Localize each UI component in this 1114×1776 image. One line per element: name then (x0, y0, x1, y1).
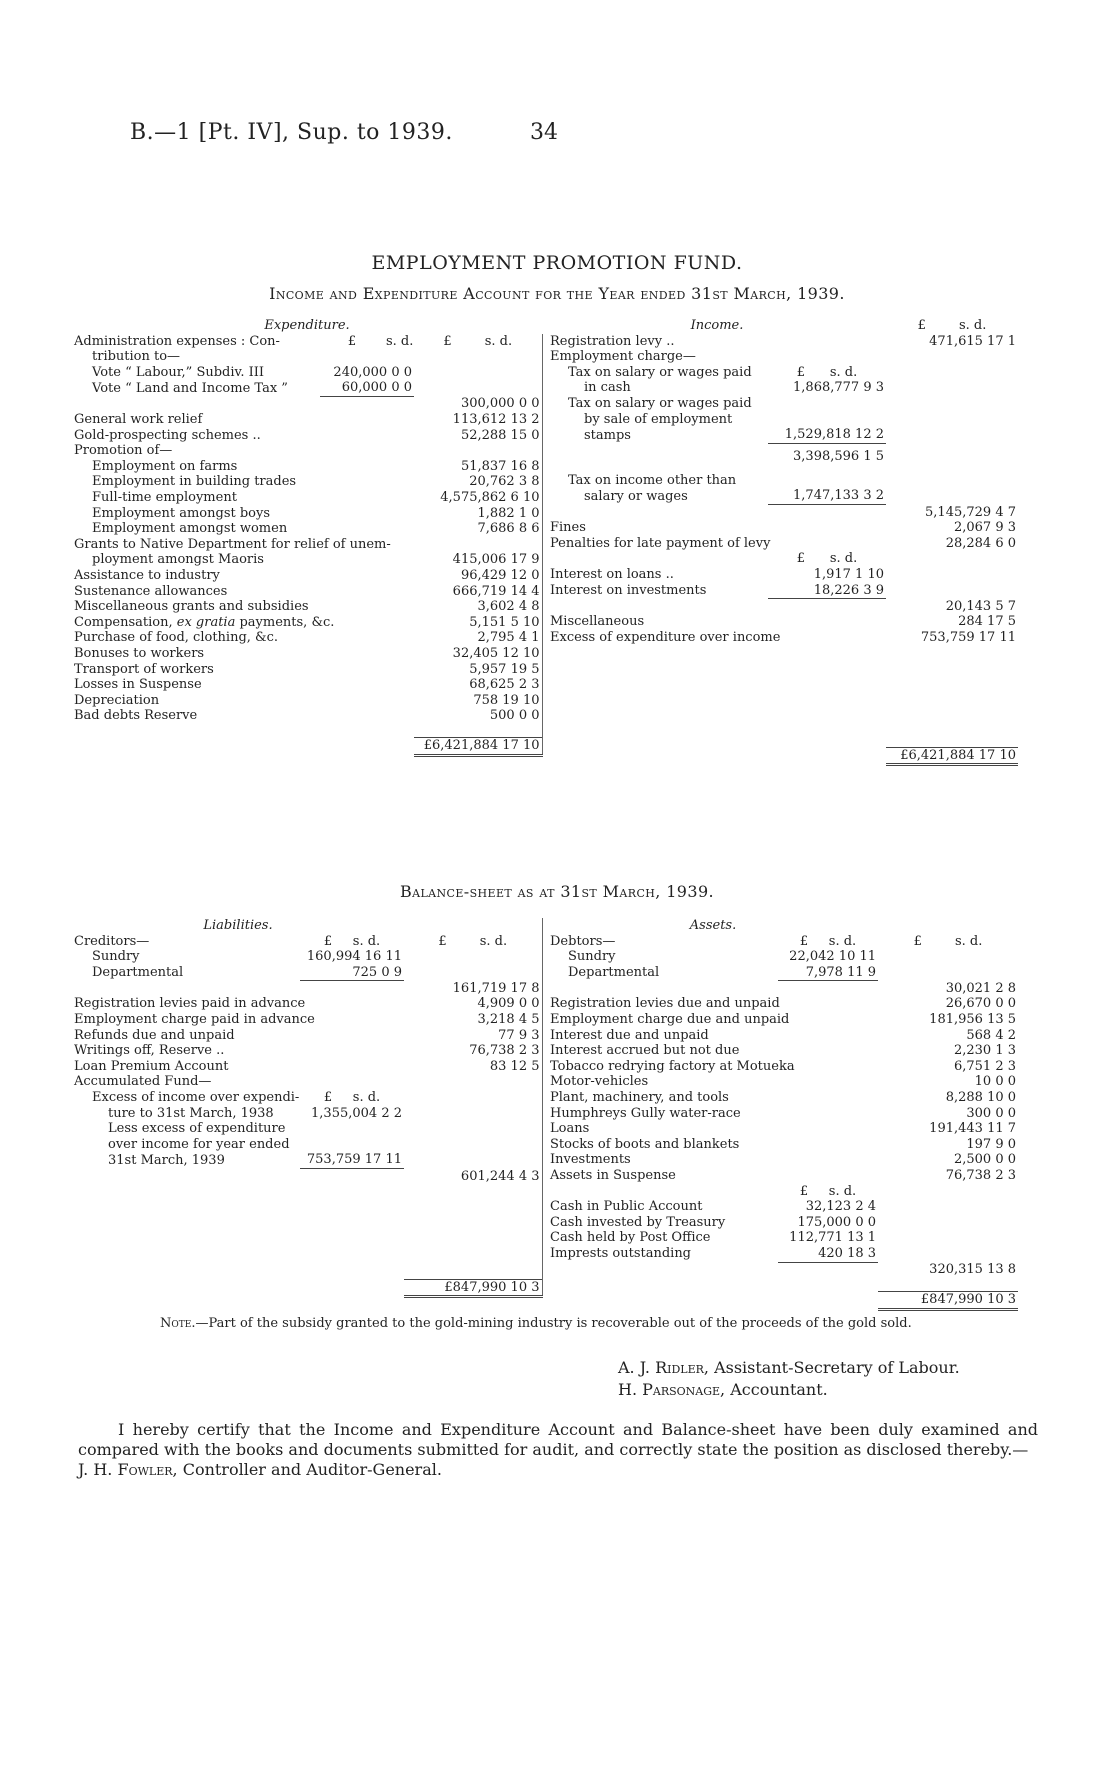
salary-stamps-label-3: stamps (584, 427, 631, 443)
creditors-total: 161,719 17 8 (404, 981, 542, 997)
liabilities-total: £847,990 10 3 (404, 1279, 542, 1297)
compensation: 5,151 5 10 (414, 615, 542, 631)
income-total: £6,421,884 17 10 (886, 747, 1018, 765)
liab-reg-levies: 4,909 0 0 (404, 996, 542, 1012)
cash-post-label: Cash held by Post Office (550, 1230, 711, 1246)
vote-land-label: Vote “ Land and Income Tax ” (92, 380, 288, 396)
sustenance: 666,719 14 4 (414, 584, 542, 600)
assets-total: £847,990 10 3 (878, 1292, 1018, 1310)
refunds-label: Refunds due and unpaid (74, 1027, 235, 1043)
writings-off: 76,738 2 3 (404, 1043, 542, 1059)
interest-col-head (768, 551, 886, 567)
asset-reg-levies: 26,670 0 0 (945, 996, 1017, 1012)
liab-col-sd: s. d. (352, 933, 381, 949)
liab-col-pound: £ (323, 933, 333, 949)
certificate-signer-title: Controller and Auditor-General. (177, 1460, 442, 1479)
creditors-label: Creditors— (74, 933, 150, 949)
interest-col-sd: s. d. (829, 551, 858, 567)
assets-col-pound: £ (799, 933, 809, 949)
other-income-label: Tax on income other than (568, 472, 737, 488)
sig1-name: A. J. Ridler, (618, 1358, 709, 1377)
cash-post: 112,771 13 1 (789, 1230, 877, 1246)
loans: 191,443 11 7 (929, 1121, 1017, 1137)
interest-total: 20,143 5 7 (945, 598, 1016, 614)
vote-land-amount: 60,000 0 0 (341, 380, 412, 396)
tobacco: 6,751 2 3 (953, 1058, 1017, 1074)
less-excess-label-3: 31st March, 1939 (108, 1152, 225, 1168)
sig1-title: Assistant-Secretary of Labour. (708, 1358, 960, 1377)
fund-title: EMPLOYMENT PROMOTION FUND. (371, 252, 743, 274)
col-pound: £ (347, 333, 357, 349)
col-pound-2: £ (443, 333, 452, 349)
accum-col-pound: £ (323, 1090, 333, 1106)
asset-departmental-label: Departmental (568, 965, 660, 981)
bonuses: 32,405 12 10 (414, 646, 542, 662)
imprests-label: Imprests outstanding (550, 1246, 692, 1262)
income-col-head (886, 318, 1018, 334)
misc-grants-label: Miscellaneous grants and subsidies (74, 599, 309, 615)
cash-total: 320,315 13 8 (929, 1262, 1017, 1278)
farms-label: Employment on farms (92, 458, 238, 474)
boys: 1,882 1 0 (414, 506, 542, 522)
industry: 96,429 12 0 (414, 568, 542, 584)
suspense-label: Assets in Suspense (550, 1168, 676, 1183)
compensation-label-b: payments, &c. (235, 614, 335, 630)
women-label: Employment amongst women (92, 521, 288, 537)
investments-interest-label: Interest on investments (550, 583, 707, 598)
salary-cash: 1,868,777 9 3 (793, 380, 884, 396)
excess: 753,759 17 11 (920, 629, 1016, 645)
native-label: Grants to Native Department for relief of unem- (74, 536, 391, 552)
income-col-pound: £ (917, 318, 926, 333)
liab-emp-charge-label: Employment charge paid in advance (74, 1012, 315, 1028)
gold-prospecting-label: Gold-prospecting schemes .. (74, 427, 261, 443)
interest-accrued: 2,230 1 3 (953, 1043, 1017, 1059)
salary-subtotal: 3,398,596 1 5 (793, 449, 884, 465)
interest-accrued-label: Interest accrued but not due (550, 1043, 740, 1059)
admin-label: Administration expenses : Con- (74, 333, 280, 349)
assets-col-sd: s. d. (828, 933, 857, 949)
liabilities-heading: Liabilities. (203, 918, 273, 933)
excess-1938-label-2: ture to 31st March, 1938 (108, 1105, 274, 1121)
asset-departmental: 7,978 11 9 (805, 964, 877, 980)
income-sub-col-pound: £ (796, 364, 806, 380)
interest-due-label: Interest due and unpaid (550, 1027, 709, 1043)
losses: 68,625 2 3 (414, 677, 542, 693)
penalties-label: Penalties for late payment of levy (550, 535, 771, 551)
vote-labour-label: Vote “ Labour,” Subdiv. III (92, 364, 265, 380)
debtors-label: Debtors— (550, 933, 616, 949)
col-pound-sd (414, 334, 542, 350)
liab-sundry: 160,994 16 11 (306, 949, 402, 965)
liab-sundry-label: Sundry (92, 949, 140, 965)
sig2-title: Accountant. (725, 1380, 828, 1399)
general-work-relief: 113,612 13 2 (414, 412, 542, 428)
motor-label: Motor-vehicles (550, 1074, 649, 1090)
accumulated-label: Accumulated Fund— (74, 1074, 212, 1090)
cash-treasury: 175,000 0 0 (797, 1214, 877, 1230)
income-sub-col-head (768, 365, 886, 381)
misc-income-label: Miscellaneous (550, 614, 645, 630)
income-heading: Income. (690, 318, 744, 333)
excess-1938: 1,355,004 2 2 (311, 1105, 402, 1121)
humphreys-label: Humphreys Gully water-race (550, 1105, 741, 1121)
asset-sundry: 22,042 10 11 (789, 949, 877, 965)
salary-cash-label-2: in cash (584, 380, 631, 396)
note-prefix: Note. (160, 1316, 196, 1331)
accum-col-head (300, 1090, 404, 1106)
losses-label: Losses in Suspense (74, 677, 202, 693)
liab-departmental: 725 0 9 (352, 964, 402, 980)
expenditure-table (72, 318, 543, 757)
depreciation: 758 19 10 (414, 693, 542, 709)
liab-reg-levies-label: Registration levies paid in advance (74, 996, 306, 1012)
less-excess-label-2: over income for year ended (108, 1136, 290, 1152)
loan-premium: 83 12 5 (404, 1059, 542, 1075)
interest-due: 568 4 2 (966, 1027, 1017, 1043)
liab-emp-charge: 3,218 4 5 (404, 1012, 542, 1028)
admin-total: 300,000 0 0 (414, 396, 542, 412)
cash-public-label: Cash in Public Account (550, 1199, 703, 1215)
other-income-label-2: salary or wages (584, 488, 688, 504)
native-label-2: ployment amongst Maoris (92, 552, 264, 568)
col-sd-2: s. d. (484, 333, 513, 349)
compensation-label-a: Compensation, (74, 614, 177, 630)
food-label: Purchase of food, clothing, &c. (74, 630, 279, 646)
liab-col-pound-2: £ (438, 933, 447, 949)
document-reference: B.—1 [Pt. IV], Sup. to 1939. (130, 120, 453, 145)
income-table (548, 318, 1018, 766)
cash-col-pound: £ (799, 1183, 809, 1199)
bad-debts-label: Bad debts Reserve (74, 708, 198, 724)
interest-col-pound: £ (796, 551, 806, 567)
penalties: 28,284 6 0 (945, 535, 1016, 551)
compensation-label (72, 614, 335, 631)
boys-label: Employment amongst boys (92, 505, 271, 521)
industry-label: Assistance to industry (74, 568, 220, 583)
expenditure-total: £6,421,884 17 10 (414, 738, 542, 756)
depreciation-label: Depreciation (74, 692, 160, 708)
food: 2,795 4 1 (414, 630, 542, 646)
boots-label: Stocks of boots and blankets (550, 1136, 740, 1152)
sustenance-label: Sustenance allowances (74, 583, 228, 599)
liabilities-table (72, 918, 543, 1298)
imprests: 420 18 3 (818, 1245, 877, 1261)
admin-label-2: tribution to— (92, 349, 181, 365)
accum-col-sd: s. d. (352, 1090, 381, 1106)
assets-col-head (778, 934, 878, 950)
women: 7,686 8 6 (414, 521, 542, 537)
income-sub-col-sd: s. d. (829, 364, 858, 380)
debtors-total: 30,021 2 8 (945, 980, 1017, 996)
transport: 5,957 19 5 (414, 662, 542, 678)
fines-label: Fines (550, 520, 586, 536)
salary-stamps: 1,529,818 12 2 (784, 427, 884, 443)
fines: 2,067 9 3 (953, 520, 1016, 536)
liab-departmental-label: Departmental (92, 965, 184, 981)
vote-labour-amount: 240,000 0 0 (333, 364, 412, 380)
tobacco-label: Tobacco redrying factory at Motueka (550, 1058, 795, 1074)
signature-parsonage (618, 1380, 828, 1399)
less-excess-label: Less excess of expenditure (108, 1121, 286, 1137)
bad-debts: 500 0 0 (414, 708, 542, 724)
note (160, 1316, 912, 1331)
income-expenditure-title: Income and Expenditure Account for the Year ended 31st March, 1939. (269, 284, 845, 303)
misc-grants: 3,602 4 8 (414, 599, 542, 615)
compensation-label-italic: ex gratia (176, 614, 236, 630)
loans-label: Loans (550, 1121, 590, 1137)
cash-treasury-label: Cash invested by Treasury (550, 1214, 726, 1230)
employment-charge-label: Employment charge— (550, 349, 696, 365)
certificate-text: I hereby certify that the Income and Expenditure Account and Balance-sheet have been duly examined and compared with the books and documents submitted for audit, and correctly state the position as disclosed thereby.— (78, 1420, 1038, 1459)
certificate-signer-name: J. H. Fowler, (78, 1460, 178, 1479)
loan-premium-label: Loan Premium Account (74, 1058, 229, 1074)
loans-interest: 1,917 1 10 (813, 566, 884, 582)
investments: 2,500 0 0 (953, 1152, 1017, 1168)
assets-col-sd-2: s. d. (954, 933, 983, 949)
native: 415,006 17 9 (414, 552, 542, 568)
registration-levy: 471,615 17 1 (929, 333, 1016, 349)
liab-col-head (300, 934, 404, 950)
building-label: Employment in building trades (92, 474, 297, 490)
accumulated-total: 601,244 4 3 (404, 1169, 542, 1185)
assets-heading: Assets. (689, 918, 737, 933)
assets-col-pound-2: £ (913, 933, 922, 949)
col-sd: s. d. (386, 333, 414, 349)
asset-emp-charge-label: Employment charge due and unpaid (550, 1012, 790, 1028)
general-work-relief-label: General work relief (74, 412, 203, 428)
cash-public: 32,123 2 4 (805, 1199, 877, 1215)
salary-stamps-label: Tax on salary or wages paid (568, 395, 752, 411)
fulltime-label: Full-time employment (92, 490, 237, 506)
building: 20,762 3 8 (414, 474, 542, 490)
transport-label: Transport of workers (74, 661, 214, 677)
bonuses-label: Bonuses to workers (74, 645, 205, 661)
investments-interest: 18,226 3 9 (813, 582, 884, 598)
cash-col-sd: s. d. (828, 1183, 857, 1199)
other-income: 1,747,133 3 2 (793, 488, 884, 504)
asset-reg-levies-label: Registration levies due and unpaid (550, 996, 780, 1012)
sig2-name: H. Parsonage, (618, 1380, 726, 1399)
investments-label: Investments (550, 1152, 631, 1168)
plant-label: Plant, machinery, and tools (550, 1090, 729, 1106)
plant: 8,288 10 0 (945, 1090, 1017, 1106)
note-text: —Part of the subsidy granted to the gold-mining industry is recoverable out of the proceeds of the gold sold. (195, 1316, 912, 1331)
expenditure-heading: Expenditure. (264, 318, 350, 333)
humphreys: 300 0 0 (966, 1105, 1017, 1121)
farms: 51,837 16 8 (414, 459, 542, 475)
registration-levy-label: Registration levy .. (550, 333, 675, 349)
employment-charge-total: 5,145,729 4 7 (925, 504, 1016, 520)
page-number: 34 (530, 120, 558, 145)
asset-emp-charge: 181,956 13 5 (929, 1012, 1017, 1028)
fulltime: 4,575,862 6 10 (414, 490, 542, 506)
assets-col-head-2 (878, 934, 1018, 950)
liab-col-sd-2: s. d. (479, 933, 508, 949)
salary-cash-label: Tax on salary or wages paid (568, 364, 752, 380)
boots: 197 9 0 (966, 1136, 1017, 1152)
suspense: 76,738 2 3 (945, 1168, 1017, 1183)
liab-col-head-2 (404, 934, 542, 950)
loans-interest-label: Interest on loans .. (550, 566, 674, 582)
signature-ridler (618, 1358, 960, 1377)
assets-table (548, 918, 1018, 1311)
promotion-label: Promotion of— (74, 443, 173, 459)
salary-stamps-label-2: by sale of employment (584, 411, 733, 427)
audit-certificate (78, 1420, 1038, 1480)
refunds: 77 9 3 (404, 1028, 542, 1044)
balance-sheet-title: Balance-sheet as at 31st March, 1939. (399, 882, 715, 901)
gold-prospecting: 52,288 15 0 (414, 428, 542, 444)
less-excess: 753,759 17 11 (306, 1152, 402, 1168)
motor: 10 0 0 (974, 1074, 1017, 1090)
excess-1938-label: Excess of income over expendi- (92, 1090, 300, 1106)
asset-sundry-label: Sundry (568, 949, 616, 965)
excess-label: Excess of expenditure over income (550, 629, 781, 645)
writings-off-label: Writings off, Reserve .. (74, 1043, 225, 1059)
income-col-sd: s. d. (958, 318, 987, 333)
cash-col-head (778, 1184, 878, 1200)
misc-income: 284 17 5 (958, 614, 1016, 630)
